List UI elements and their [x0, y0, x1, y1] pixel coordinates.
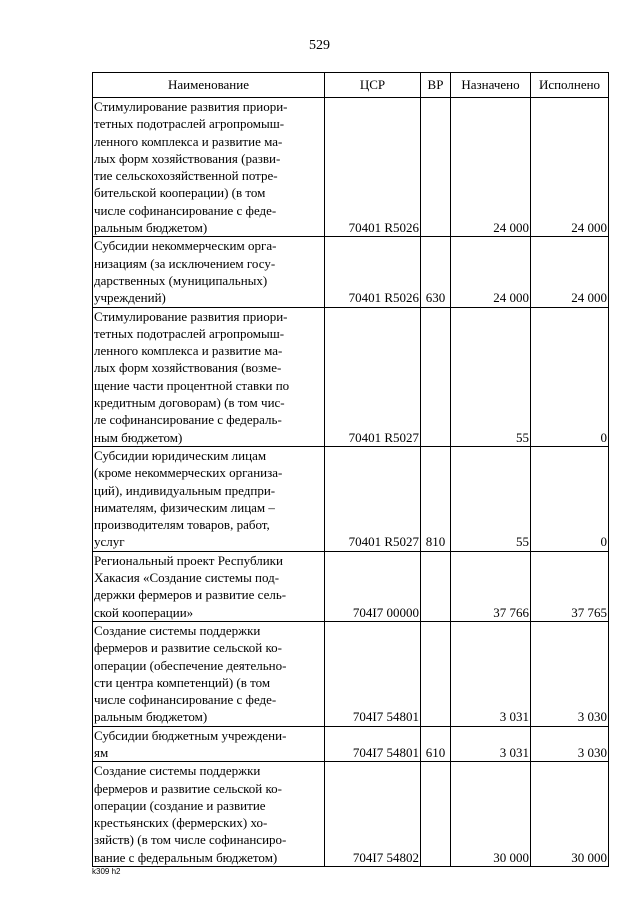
row-name-line: операции (создание и развитие — [94, 797, 266, 813]
row-csr-cell: 70401 R5026 — [325, 98, 421, 237]
row-csr-cell: 70401 R5027 — [325, 446, 421, 551]
row-executed-cell: 30 000 — [531, 762, 609, 867]
row-name-line: лых форм хозяйствования (возме- — [94, 360, 282, 376]
row-name-line: Субсидии юридическим лицам — [94, 447, 267, 463]
row-assigned-cell: 24 000 — [451, 98, 531, 237]
row-assigned-cell: 30 000 — [451, 762, 531, 867]
row-executed-cell: 3 030 — [531, 621, 609, 726]
row-csr-cell: 70401 R5027 — [325, 307, 421, 446]
row-assigned-cell: 37 766 — [451, 551, 531, 621]
row-executed-cell: 3 030 — [531, 726, 609, 762]
row-name-cell — [93, 237, 325, 307]
row-executed-cell: 0 — [531, 446, 609, 551]
row-vr-cell — [421, 307, 451, 446]
header-assigned: Назначено — [451, 73, 531, 98]
row-name-line: тетных подотраслей агропромыш- — [94, 116, 285, 132]
table-row — [93, 237, 609, 307]
table-row — [93, 762, 609, 867]
row-name-line: числе софинансирование с феде- — [94, 202, 277, 218]
row-assigned-cell: 3 031 — [451, 726, 531, 762]
row-executed-cell: 37 765 — [531, 551, 609, 621]
header-vr: ВР — [421, 73, 451, 98]
row-name-line: Хакасия «Создание системы под- — [94, 570, 280, 586]
row-executed-cell: 24 000 — [531, 98, 609, 237]
row-name-line: крестьянских (фермерских) хо- — [94, 815, 268, 831]
row-name-line: Субсидии бюджетным учреждени- — [94, 727, 287, 743]
row-assigned-cell: 55 — [451, 307, 531, 446]
row-name-line: ций), индивидуальным предпри- — [94, 482, 276, 498]
row-name-line: кредитным договорам) (в том чис- — [94, 395, 285, 411]
row-name-cell — [93, 446, 325, 551]
row-name-line: нимателям, физическим лицам – — [94, 499, 275, 515]
row-name-line: Субсидии некоммерческим орга- — [94, 238, 277, 254]
row-name-line: ленного комплекса и развитие ма- — [94, 343, 283, 359]
row-name-cell — [93, 726, 325, 762]
row-vr-cell — [421, 551, 451, 621]
header-executed: Исполнено — [531, 73, 609, 98]
row-name-cell — [93, 551, 325, 621]
row-name-cell — [93, 621, 325, 726]
row-name-cell — [93, 307, 325, 446]
table-row — [93, 98, 609, 237]
row-name-line: ской кооперации» — [94, 604, 194, 620]
row-name-line: низациям (за исключением госу- — [94, 255, 276, 271]
row-executed-cell: 24 000 — [531, 237, 609, 307]
row-vr-cell: 610 — [421, 726, 451, 762]
row-name-line: ральным бюджетом) — [94, 709, 208, 725]
row-name-line: Стимулирование развития приори- — [94, 99, 288, 114]
row-name-line: фермеров и развитие сельской ко- — [94, 640, 282, 656]
row-csr-cell: 704I7 54801 — [325, 621, 421, 726]
row-name-line: ным бюджетом) — [94, 429, 183, 445]
row-executed-cell: 0 — [531, 307, 609, 446]
row-name-line: тетных подотраслей агропромыш- — [94, 325, 285, 341]
row-name-line: учреждений) — [94, 290, 166, 306]
row-name-line: держки фермеров и развитие сель- — [94, 587, 287, 603]
table-header-row — [93, 73, 609, 98]
row-csr-cell: 704I7 54802 — [325, 762, 421, 867]
page-number: 529 — [309, 38, 330, 53]
row-vr-cell: 630 — [421, 237, 451, 307]
row-name-line: Создание системы поддержки — [94, 622, 261, 638]
row-name-line: вание с федеральным бюджетом) — [94, 849, 278, 865]
row-name-line: ле софинансирование с федераль- — [94, 412, 282, 428]
row-name-cell — [93, 762, 325, 867]
row-vr-cell — [421, 98, 451, 237]
row-name-line: бительской кооперации) (в том — [94, 185, 266, 201]
table-row — [93, 551, 609, 621]
row-name-cell — [93, 98, 325, 237]
row-csr-cell: 704I7 00000 — [325, 551, 421, 621]
table-row — [93, 446, 609, 551]
row-vr-cell: 810 — [421, 446, 451, 551]
row-name-line: услуг — [94, 534, 125, 550]
table-body — [93, 98, 609, 867]
row-assigned-cell: 24 000 — [451, 237, 531, 307]
row-name-line: числе софинансирование с феде- — [94, 692, 277, 708]
row-csr-cell: 704I7 54801 — [325, 726, 421, 762]
row-name-line: (кроме некоммерческих организа- — [94, 465, 283, 481]
row-assigned-cell: 3 031 — [451, 621, 531, 726]
row-name-line: производителям товаров, работ, — [94, 517, 270, 533]
row-name-line: операции (обеспечение деятельно- — [94, 657, 287, 673]
row-name-line: Стимулирование развития приори- — [94, 308, 288, 324]
row-name-line: Региональный проект Республики — [94, 552, 283, 568]
header-csr: ЦСР — [325, 73, 421, 98]
row-name-line: сти центра компетенций) (в том — [94, 674, 271, 690]
table-row — [93, 726, 609, 762]
footer-code: k309 h2 — [92, 867, 121, 876]
row-vr-cell — [421, 762, 451, 867]
row-name-line: Создание системы поддержки — [94, 763, 261, 779]
budget-table — [92, 72, 609, 867]
header-name: Наименование — [93, 73, 325, 98]
row-name-line: тие сельскохозяйственной потре- — [94, 168, 278, 184]
row-name-line: дарственных (муниципальных) — [94, 272, 268, 288]
row-assigned-cell: 55 — [451, 446, 531, 551]
table-row — [93, 621, 609, 726]
row-csr-cell: 70401 R5026 — [325, 237, 421, 307]
row-name-line: ям — [94, 744, 109, 760]
row-name-line: фермеров и развитие сельской ко- — [94, 780, 282, 796]
row-name-line: ральным бюджетом) — [94, 220, 208, 236]
row-name-line: зяйств) (в том числе софинансиро- — [94, 832, 287, 848]
row-name-line: ленного комплекса и развитие ма- — [94, 133, 283, 149]
row-vr-cell — [421, 621, 451, 726]
row-name-line: щение части процентной ставки по — [94, 377, 290, 393]
table-row — [93, 307, 609, 446]
row-name-line: лых форм хозяйствования (разви- — [94, 150, 281, 166]
